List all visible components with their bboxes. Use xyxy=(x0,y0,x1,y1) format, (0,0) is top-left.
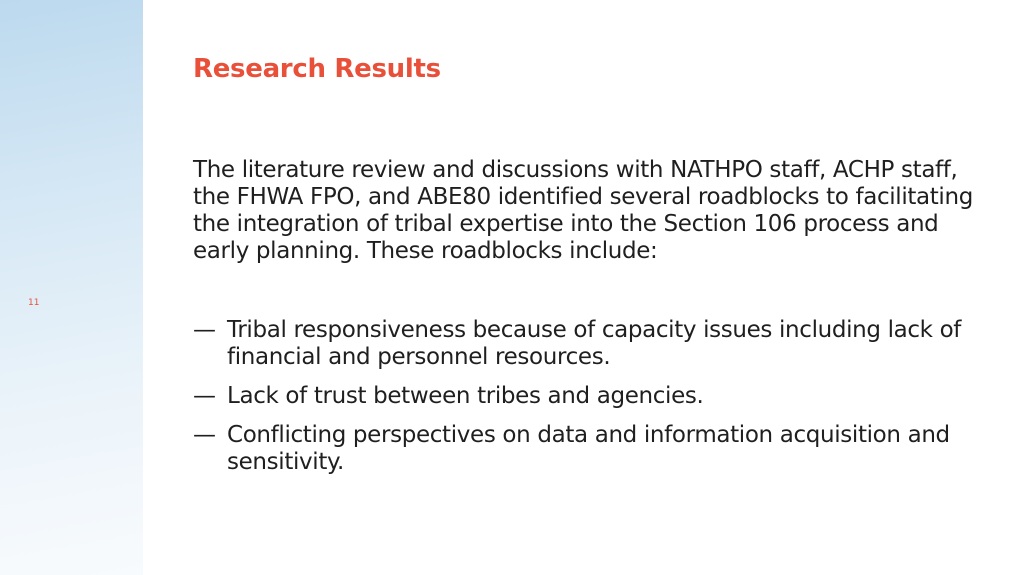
list-item-text: Conflicting perspectives on data and information acquisition and sensitivity. xyxy=(227,422,950,475)
page-number: 11 xyxy=(28,298,40,308)
list-item xyxy=(193,422,983,476)
bullet-dash: — xyxy=(193,422,216,448)
bullet-dash: — xyxy=(193,383,216,409)
side-gradient-band xyxy=(0,0,143,575)
list-item-text: Lack of trust between tribes and agencies. xyxy=(227,383,704,409)
bullet-dash: — xyxy=(193,317,216,343)
list-item xyxy=(193,317,983,371)
list-item-text: Tribal responsiveness because of capacity issues including lack of financial and personnel resources. xyxy=(227,317,962,370)
slide-title: Research Results xyxy=(193,54,441,84)
intro-paragraph: The literature review and discussions with NATHPO staff, ACHP staff, the FHWA FPO, and ABE80 identified several roadblocks to facilitating the integration of tribal expertise into the Section 106 process and early planning. These roadblocks include: xyxy=(193,157,973,264)
roadblock-list xyxy=(193,317,983,488)
list-item xyxy=(193,383,983,410)
